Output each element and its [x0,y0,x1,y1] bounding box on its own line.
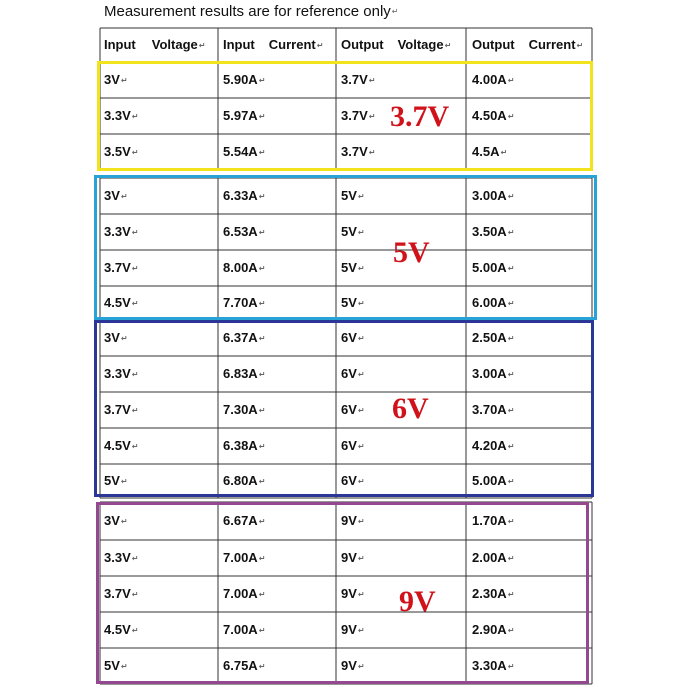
paragraph-mark-icon: ↵ [357,516,365,526]
table-cell-text: 5V [341,295,357,310]
paragraph-mark-icon: ↵ [120,661,128,671]
paragraph-mark-icon: ↵ [258,191,266,201]
header-cell-2 [341,37,451,54]
table-cell-text: 6.37A [223,330,258,345]
paragraph-mark-icon: ↵ [357,553,365,563]
table-cell-text: 7.00A [223,586,258,601]
table-cell-text: 5V [341,260,357,275]
table-cell-text: 5.00A [472,473,507,488]
paragraph-mark-icon: ↵ [507,111,515,121]
table-cell-text: 2.30A [472,586,507,601]
paragraph-mark-icon: ↵ [131,298,139,308]
paragraph-mark-icon: ↵ [131,589,139,599]
paragraph-mark-icon: ↵ [120,75,128,85]
table-cell-text: 3.7V [104,260,131,275]
table-cell-text: 6.38A [223,438,258,453]
table-cell-text: 6.80A [223,473,258,488]
table-cell-text: 3.3V [104,366,131,381]
paragraph-mark-icon: ↵ [507,661,515,671]
paragraph-mark-icon: ↵ [120,333,128,343]
paragraph-mark-icon: ↵ [507,333,515,343]
table-cell-text: 6.53A [223,224,258,239]
table-cell-text: 3.3V [104,224,131,239]
group-box [94,320,594,497]
table-cell-text: 5.00A [472,260,507,275]
table-cell-text: 3.50A [472,224,507,239]
paragraph-mark-icon: ↵ [258,625,266,635]
paragraph-mark-icon: ↵ [258,589,266,599]
table-cell-text: 6.83A [223,366,258,381]
table-cell-text: 5V [341,224,357,239]
paragraph-mark-icon: ↵ [258,333,266,343]
paragraph-mark-icon: ↵ [258,441,266,451]
paragraph-mark-icon: ↵ [357,333,365,343]
paragraph-mark-icon: ↵ [131,441,139,451]
paragraph-mark-icon: ↵ [507,369,515,379]
header-cell-3 [472,37,583,54]
paragraph-mark-icon: ↵ [316,40,324,50]
paragraph-mark-icon: ↵ [368,75,376,85]
paragraph-mark-icon: ↵ [258,147,266,157]
table-cell-text: 4.5V [104,438,131,453]
paragraph-mark-icon: ↵ [120,516,128,526]
table-cell-text: 4.5V [104,622,131,637]
table-cell-text: 6V [341,438,357,453]
paragraph-mark-icon: ↵ [357,405,365,415]
paragraph-mark-icon: ↵ [258,369,266,379]
paragraph-mark-icon: ↵ [507,589,515,599]
table-cell-text: 3.00A [472,366,507,381]
paragraph-mark-icon: ↵ [198,40,206,50]
table-cell-text: 6V [341,473,357,488]
table-cell-text: 3.5V [104,144,131,159]
table-cell-text: 6V [341,366,357,381]
paragraph-mark-icon: ↵ [258,263,266,273]
paragraph-mark-icon: ↵ [357,263,365,273]
paragraph-mark-icon: ↵ [357,476,365,486]
paragraph-mark-icon: ↵ [391,7,399,17]
table-cell-text: 4.5A [472,144,500,159]
table-cell-text: 5.54A [223,144,258,159]
group-box [96,502,589,684]
header-cell-0-text: Input Voltage [104,37,198,52]
paragraph-mark-icon: ↵ [357,298,365,308]
table-cell-text: 3.7V [341,108,368,123]
paragraph-mark-icon: ↵ [507,516,515,526]
paragraph-mark-icon: ↵ [500,147,508,157]
table-cell-text: 6V [341,330,357,345]
paragraph-mark-icon: ↵ [357,661,365,671]
group-box [97,61,593,171]
paragraph-mark-icon: ↵ [258,516,266,526]
paragraph-mark-icon: ↵ [131,263,139,273]
table-cell-text: 2.00A [472,550,507,565]
group-output-label: 9V [399,585,436,618]
paragraph-mark-icon: ↵ [131,369,139,379]
paragraph-mark-icon: ↵ [357,369,365,379]
table-cell-text: 2.90A [472,622,507,637]
table-cell-text: 3.3V [104,108,131,123]
table-cell-text: 7.00A [223,550,258,565]
paragraph-mark-icon: ↵ [258,405,266,415]
header-cell-3-text: Output Current [472,37,576,52]
paragraph-mark-icon: ↵ [507,298,515,308]
header-cell-1 [223,37,323,54]
table-cell-text: 3.00A [472,188,507,203]
paragraph-mark-icon: ↵ [258,111,266,121]
header-cell-1-text: Input Current [223,37,316,52]
group-output-label: 6V [392,392,429,425]
paragraph-mark-icon: ↵ [131,147,139,157]
paragraph-mark-icon: ↵ [131,227,139,237]
table-cell-text: 9V [341,513,357,528]
table-cell-text: 4.00A [472,72,507,87]
paragraph-mark-icon: ↵ [131,405,139,415]
paragraph-mark-icon: ↵ [357,625,365,635]
table-cell-text: 1.70A [472,513,507,528]
paragraph-mark-icon: ↵ [368,147,376,157]
table-cell-text: 5V [104,473,120,488]
table-cell-text: 8.00A [223,260,258,275]
table-cell-text: 9V [341,550,357,565]
paragraph-mark-icon: ↵ [131,553,139,563]
table-cell-text: 3V [104,188,120,203]
paragraph-mark-icon: ↵ [357,589,365,599]
paragraph-mark-icon: ↵ [507,405,515,415]
table-cell-text: 5.90A [223,72,258,87]
table-cell-text: 3.30A [472,658,507,673]
paragraph-mark-icon: ↵ [507,625,515,635]
header-cell-2-text: Output Voltage [341,37,444,52]
table-cell-text: 7.00A [223,622,258,637]
paragraph-mark-icon: ↵ [258,227,266,237]
table-cell-text: 7.70A [223,295,258,310]
table-cell-text: 5.97A [223,108,258,123]
paragraph-mark-icon: ↵ [507,441,515,451]
paragraph-mark-icon: ↵ [258,476,266,486]
table-cell-text: 2.50A [472,330,507,345]
paragraph-mark-icon: ↵ [131,625,139,635]
paragraph-mark-icon: ↵ [120,476,128,486]
table-cell-text: 6.33A [223,188,258,203]
group-box [94,175,597,320]
table-cell-text: 4.20A [472,438,507,453]
table-cell-text: 3.3V [104,550,131,565]
paragraph-mark-icon: ↵ [258,553,266,563]
table-cell-text: 6.00A [472,295,507,310]
table-cell-text: 3V [104,513,120,528]
table-cell-text: 5V [341,188,357,203]
table-cell-text: 7.30A [223,402,258,417]
paragraph-mark-icon: ↵ [507,227,515,237]
table-cell-text: 9V [341,586,357,601]
table-cell-text: 4.50A [472,108,507,123]
table-cell-text: 3.7V [341,144,368,159]
table-cell-text: 6V [341,402,357,417]
table-cell-text: 9V [341,658,357,673]
paragraph-mark-icon: ↵ [576,40,584,50]
table-cell-text: 3V [104,72,120,87]
table-cell-text: 6.75A [223,658,258,673]
group-output-label: 3.7V [390,100,450,133]
paragraph-mark-icon: ↵ [131,111,139,121]
table-cell-text: 3V [104,330,120,345]
table-cell-text: 4.5V [104,295,131,310]
table-cell-text: 9V [341,622,357,637]
paragraph-mark-icon: ↵ [507,191,515,201]
table-cell-text: 6.67A [223,513,258,528]
paragraph-mark-icon: ↵ [507,476,515,486]
paragraph-mark-icon: ↵ [507,263,515,273]
page-title: Measurement results are for reference only↵ [104,3,399,20]
paragraph-mark-icon: ↵ [507,553,515,563]
table-cell-text: 5V [104,658,120,673]
paragraph-mark-icon: ↵ [357,191,365,201]
paragraph-mark-icon: ↵ [507,75,515,85]
table-cell-text: 3.7V [104,402,131,417]
header-cell-0 [104,37,205,54]
paragraph-mark-icon: ↵ [258,75,266,85]
paragraph-mark-icon: ↵ [368,111,376,121]
paragraph-mark-icon: ↵ [357,227,365,237]
paragraph-mark-icon: ↵ [258,661,266,671]
paragraph-mark-icon: ↵ [444,40,452,50]
table-cell-text: 3.7V [104,586,131,601]
table-cell-text: 3.70A [472,402,507,417]
paragraph-mark-icon: ↵ [357,441,365,451]
paragraph-mark-icon: ↵ [258,298,266,308]
paragraph-mark-icon: ↵ [120,191,128,201]
table-cell-text: 3.7V [341,72,368,87]
group-output-label: 5V [393,236,430,269]
